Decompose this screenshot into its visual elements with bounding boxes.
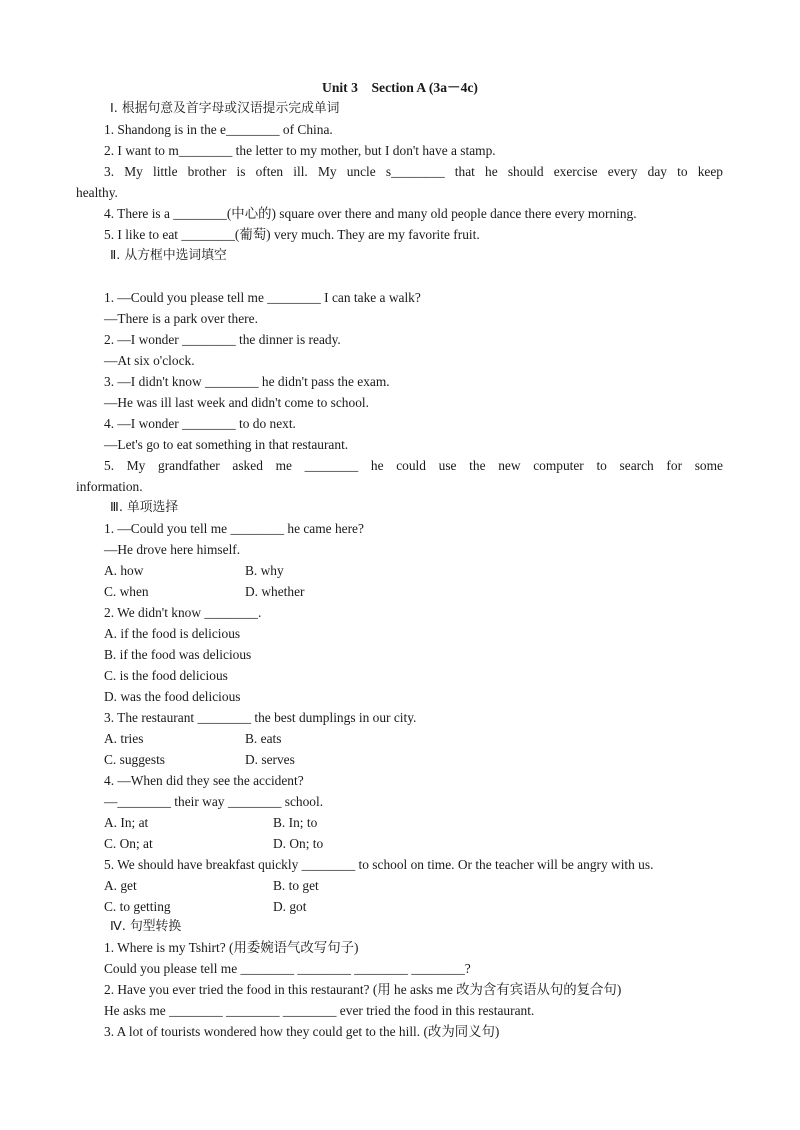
question-2-5: 5. My grandfather asked me ________ he could use the new computer to search for some — [104, 458, 723, 473]
question-2-2: 2. —I wonder ________ the dinner is ready. — [104, 332, 341, 347]
question-4-2: 2. Have you ever tried the food in this restaurant? (用 he asks me 改为含有宾语从句的复合句) — [104, 982, 622, 997]
answer-line-4-2: He asks me ________ ________ ________ ever tried the food in this restaurant. — [104, 1003, 535, 1018]
option-3-2-d: D. was the food delicious — [104, 689, 241, 704]
question-3-5: 5. We should have breakfast quickly ________ to school on time. Or the teacher will be angry with us. — [104, 857, 654, 872]
question-2-3-reply: —He was ill last week and didn't come to school. — [104, 395, 369, 410]
question-2-1-reply: —There is a park over there. — [104, 311, 258, 326]
option-3-3-a: A. tries — [104, 731, 144, 746]
question-4-3: 3. A lot of tourists wondered how they could get to the hill. (改为同义句) — [104, 1024, 500, 1039]
question-2-5-cont: information. — [76, 479, 143, 494]
option-3-2-b: B. if the food was delicious — [104, 647, 252, 662]
question-2-1: 1. —Could you please tell me ________ I can take a walk? — [104, 290, 421, 305]
option-3-2-c: C. is the food delicious — [104, 668, 228, 683]
question-2-4-reply: —Let's go to eat something in that restaurant. — [104, 437, 349, 452]
question-3-4: 4. —When did they see the accident? — [104, 773, 304, 788]
option-3-4-d: D. On; to — [273, 836, 324, 851]
question-2-4: 4. —I wonder ________ to do next. — [104, 416, 296, 431]
option-3-5-d: D. got — [273, 899, 307, 914]
section-2-heading: Ⅱ. 从方框中选词填空 — [110, 248, 227, 263]
question-3-1-reply: —He drove here himself. — [104, 542, 241, 557]
section-1-heading: Ⅰ. 根据句意及首字母或汉语提示完成单词 — [110, 101, 340, 116]
option-3-3-c: C. suggests — [104, 752, 166, 767]
option-3-4-a: A. In; at — [104, 815, 149, 830]
option-3-4-b: B. In; to — [273, 815, 318, 830]
option-3-4-c: C. On; at — [104, 836, 153, 851]
question-1-4: 4. There is a ________(中心的) square over there and many old people dance there every morning. — [104, 206, 637, 221]
question-1-3-cont: healthy. — [76, 185, 118, 200]
section-4-heading: Ⅳ. 句型转换 — [110, 919, 182, 934]
option-3-5-c: C. to getting — [104, 899, 171, 914]
question-2-2-reply: —At six o'clock. — [104, 353, 195, 368]
question-2-3: 3. —I didn't know ________ he didn't pass the exam. — [104, 374, 390, 389]
question-1-2: 2. I want to m________ the letter to my mother, but I don't have a stamp. — [104, 143, 496, 158]
section-3-heading: Ⅲ. 单项选择 — [110, 500, 179, 515]
question-4-1: 1. Where is my Tshirt? (用委婉语气改写句子) — [104, 940, 359, 955]
option-3-5-b: B. to get — [273, 878, 319, 893]
option-3-1-c: C. when — [104, 584, 149, 599]
option-3-1-b: B. why — [245, 563, 284, 578]
option-3-1-a: A. how — [104, 563, 144, 578]
answer-line-4-1: Could you please tell me ________ ________ ________ ________? — [104, 961, 471, 976]
question-3-3: 3. The restaurant ________ the best dumplings in our city. — [104, 710, 417, 725]
question-1-5: 5. I like to eat ________(葡萄) very much. They are my favorite fruit. — [104, 227, 480, 242]
option-3-5-a: A. get — [104, 878, 137, 893]
option-3-3-d: D. serves — [245, 752, 295, 767]
page-title: Unit 3 Section A (3a－4c) — [322, 80, 478, 95]
option-3-3-b: B. eats — [245, 731, 282, 746]
option-3-1-d: D. whether — [245, 584, 305, 599]
question-3-4-reply: —________ their way ________ school. — [104, 794, 324, 809]
question-1-1: 1. Shandong is in the e________ of China. — [104, 122, 333, 137]
question-3-1: 1. —Could you tell me ________ he came here? — [104, 521, 364, 536]
question-1-3: 3. My little brother is often ill. My uncle s________ that he should exercise every day to keep — [104, 164, 723, 179]
question-3-2: 2. We didn't know ________. — [104, 605, 262, 620]
option-3-2-a: A. if the food is delicious — [104, 626, 241, 641]
